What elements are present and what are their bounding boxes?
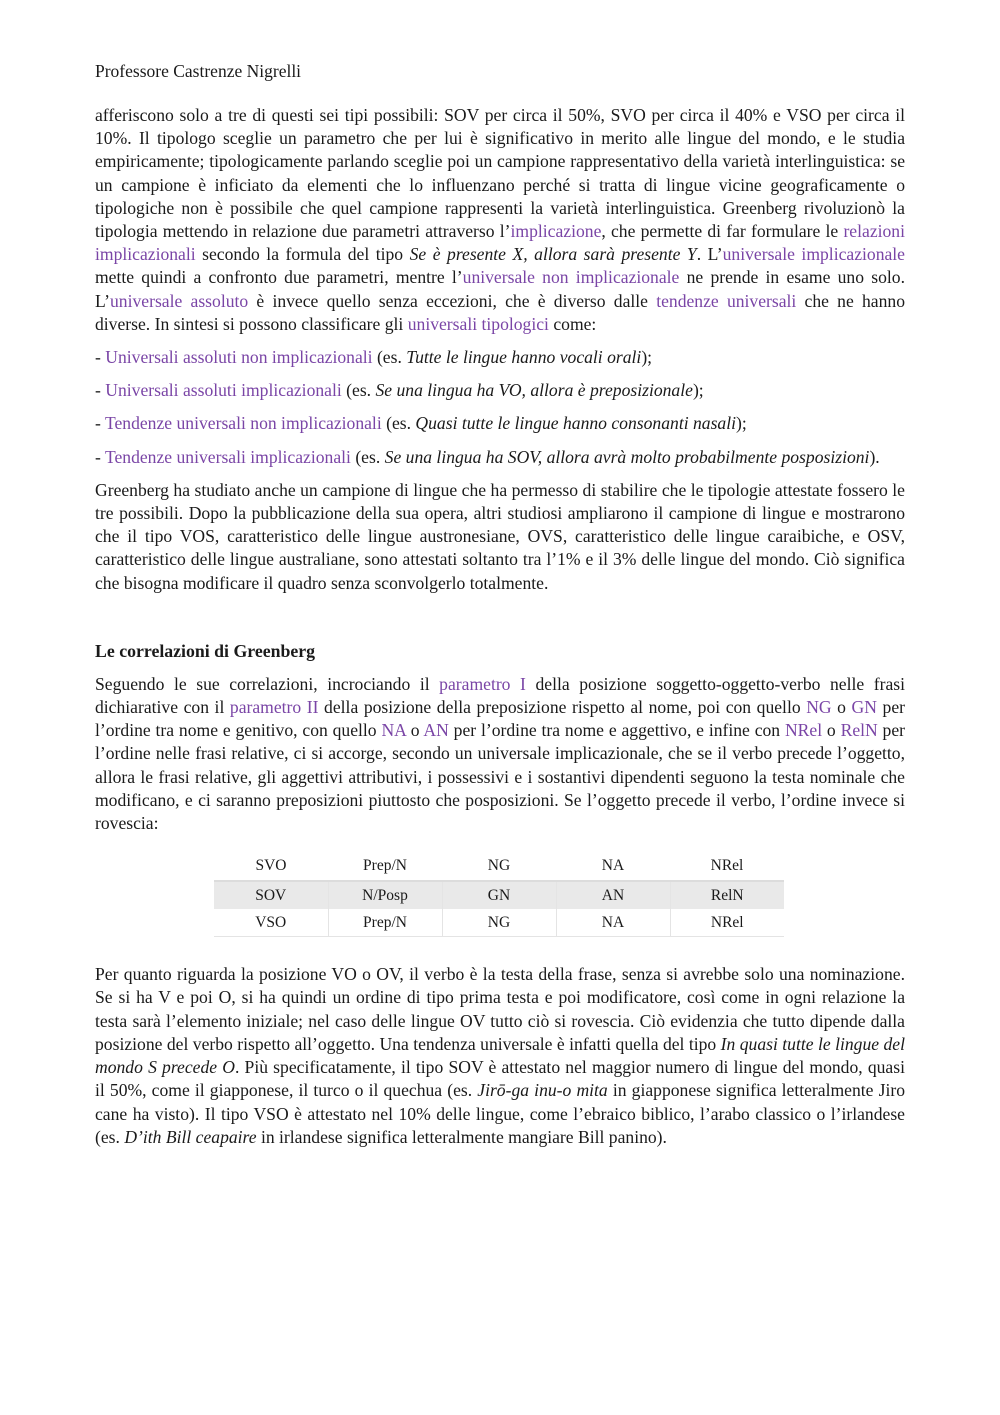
list-example: Tutte le lingue hanno vocali orali <box>406 347 642 368</box>
table-cell: AN <box>556 881 670 909</box>
term-implicazione: implicazione <box>510 221 602 242</box>
term-ng: NG <box>806 697 832 718</box>
list-term: Universali assoluti implicazionali <box>105 380 342 401</box>
table-cell: Prep/N <box>363 857 407 875</box>
term-relazioni-implicazionali: relazioni implicazionali <box>95 221 905 265</box>
table-cell: NRel <box>710 857 744 875</box>
list-term: Tendenze universali non implicazionali <box>104 413 382 434</box>
term-gn: GN <box>851 697 877 718</box>
list-item: - Tendenze universali implicazionali (es. Se una lingua ha SOV, allora avrà molto probabilmente posposizioni). <box>95 446 880 467</box>
table-row <box>214 881 784 909</box>
table-cell: Prep/N <box>328 909 442 937</box>
term-tendenze-universali: tendenze universali <box>656 290 797 311</box>
table-cell: SVO <box>255 857 287 875</box>
term-universale-non-implicazionale: universale non implicazionale <box>462 267 680 288</box>
example-tendency: In quasi tutte le lingue del mondo S precede O <box>95 1033 905 1078</box>
term-parametro-i: parametro I <box>439 673 526 694</box>
table-row <box>214 909 784 937</box>
example-irish: D’ith Bill ceapaire <box>124 1126 257 1147</box>
paragraph-intro: afferiscono solo a tre di questi sei tipi possibili: SOV per circa il 50%, SVO per circa il 40% e VSO per circa il 10%. Il tipologo sceglie un parametro che per lui è significativo in merito alle lingue del mondo, e le studia empiricamente; tipologicamente parlando sceglie poi un campione rappresentativo della varietà interlinguistica: se un campione è inficiato da elementi che lo influenzano perché si tratta di lingue vicine geograficamente o tipologiche non è possibile che quel campione rappresenti la varietà interlinguistica. Greenberg rivoluzionò la tipologia mettendo in relazione due parametri attraverso l’implicazione, che permette di far formulare le relazioni implicazionali secondo la formula del tipo Se è presente X, allora sarà presente Y. L’universale implicazionale mette quindi a confronto due parametri, mentre l’universale non implicazionale ne prende in esame uno solo. L’universale assoluto è invece quello senza eccezioni, che è diverso dalle tendenze universali che ne hanno diverse. In sintesi si possono classificare gli universali tipologici come: <box>95 105 906 334</box>
term-parametro-ii: parametro II <box>229 697 319 718</box>
table-cell: NG <box>442 909 556 937</box>
table-cell: NRel <box>670 909 784 937</box>
list-example: Se una lingua ha VO, allora è preposizionale <box>375 380 693 401</box>
term-universale-implicazionale: universale implicazionale <box>722 244 905 265</box>
term-universali-tipologici: universali tipologici <box>407 313 549 334</box>
table-cell: N/Posp <box>328 881 442 909</box>
table-cell: NA <box>556 909 670 937</box>
list-term: Universali assoluti non implicazionali <box>105 347 373 368</box>
example-japanese: Jirō-ga inu-o mita <box>477 1080 608 1101</box>
list-item: - Universali assoluti implicazionali (es. Se una lingua ha VO, allora è preposizionale); <box>95 380 704 401</box>
list-term: Tendenze universali implicazionali <box>104 446 351 467</box>
page-header: Professore Castrenze Nigrelli <box>95 61 302 81</box>
table-cell: RelN <box>670 881 784 909</box>
term-nrel: NRel <box>784 720 823 741</box>
list-example: Se una lingua ha SOV, allora avrà molto probabilmente posposizioni <box>384 446 870 467</box>
formula-example: Se è presente X, allora sarà presente Y <box>409 244 697 265</box>
section-title: Le correlazioni di Greenberg <box>95 640 316 661</box>
table-cell: NA <box>601 857 625 875</box>
term-na: NA <box>381 720 406 741</box>
table-cell: NG <box>487 857 511 875</box>
table-row <box>214 852 784 881</box>
term-universale-assoluto: universale assoluto <box>110 290 249 311</box>
list-item: - Universali assoluti non implicazionali (es. Tutte le lingue hanno vocali orali); <box>95 347 653 368</box>
list-example: Quasi tutte le lingue hanno consonanti nasali <box>415 413 737 434</box>
term-reln: RelN <box>840 720 878 741</box>
table-cell: VSO <box>214 909 328 937</box>
paragraph-greenberg-sample: Greenberg ha studiato anche un campione di lingue che ha permesso di stabilire che le tipologie attestate fossero le tre possibili. Dopo la pubblicazione della sua opera, altri studiosi ampliarono il campione di lingue e mostrarono che il tipo VOS, caratteristico delle lingue austronesiane, OVS, caratteristico delle lingue caraibiche, e OSV, caratteristico delle lingue australiane, sono attestati soltanto tra l’1% e il 3% delle lingue del mondo. Ciò significa che bisogna modificare il quadro senza sconvolgerlo totalmente. <box>95 479 905 593</box>
paragraph-vo-ov: Per quanto riguarda la posizione VO o OV, il verbo è la testa della frase, senza si avrebbe solo una nominazione. Se si ha V e poi O, si ha quindi un ordine di tipo prima testa e poi modificatore, così come in ogni relazione la testa sarà l’elemento iniziale; nel caso delle lingue OV tutto ciò si rovescia. Ciò evidenzia che tutto dipende dalla posizione del verbo rispetto all’oggetto. Una tendenza universale è infatti quella del tipo In quasi tutte le lingue del mondo S precede O. Più specificatamente, il tipo SOV è attestato nel maggior numero di lingue del mondo, quasi il 50%, come il giapponese, il turco o il quechua (es. Jirō-ga inu-o mita in giapponese significa letteralmente Jiro cane ha visto). Il tipo VSO è attestato nel 10% delle lingue, come l’ebraico biblico, l’arabo classico o l’irlandese (es. D’ith Bill ceapaire in irlandese significa letteralmente mangiare Bill panino). <box>95 964 905 1147</box>
term-an: AN <box>423 720 449 741</box>
table-cell: GN <box>442 881 556 909</box>
list-item: - Tendenze universali non implicazionali (es. Quasi tutte le lingue hanno consonanti nasali); <box>95 413 747 434</box>
paragraph-correlations: Seguendo le sue correlazioni, incrociando il parametro I della posizione soggetto-oggetto-verbo nelle frasi dichiarative con il parametro II della posizione della preposizione rispetto al nome, poi con quello NG o GN per l’ordine tra nome e genitivo, con quello NA o AN per l’ordine tra nome e aggettivo, e infine con NRel o RelN per l’ordine nelle frasi relative, ci si accorge, secondo un universale implicazionale, che se il verbo precede l’oggetto, allora le frasi relative, gli aggettivi attributivi, i possessivi e i sostantivi dipendenti seguono la testa nominale che modificano, e ci saranno preposizioni piuttosto che posposizioni. Se l’oggetto precede il verbo, l’ordine invece si rovescia: <box>95 673 906 834</box>
word-order-table <box>214 852 784 937</box>
document-page <box>95 58 905 1149</box>
table-cell: SOV <box>214 881 328 909</box>
